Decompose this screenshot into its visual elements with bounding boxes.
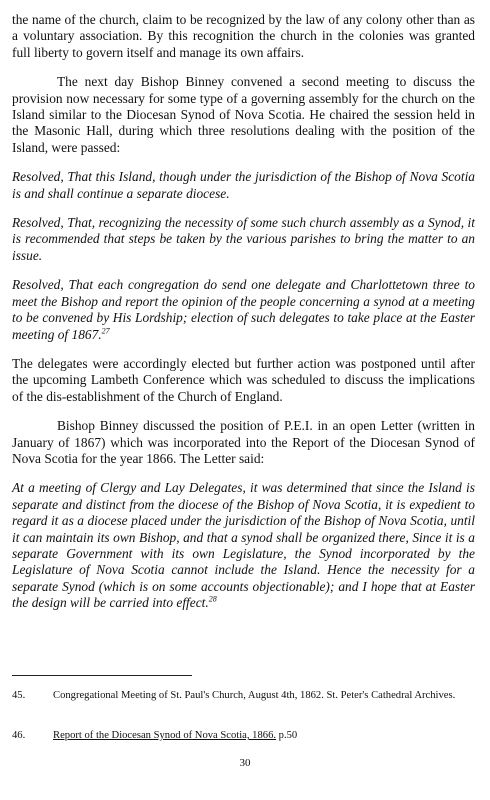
footnote-text-wrapper (53, 729, 472, 742)
resolution-delegates (12, 277, 475, 343)
resolution-delegates-text: Resolved, That each congregation do send one delegate and Charlottetown three to meet the Bishop and report the opinion of the people concerning a synod at a meeting to be convened by His Lordship; election of such delegates to take place at the Easter meeting of 1867. (12, 277, 475, 342)
footnote-number: 45. (12, 690, 26, 701)
paragraph-church-recognition: the name of the church, claim to be recognized by the law of any colony other than as a voluntary association. By this recognition the church in the colonies was granted full liberty to govern itself and manage its own affairs. (12, 12, 475, 60)
footnote-text: Congregational Meeting of St. Paul's Church, August 4th, 1862. St. Peter's Cathedral Archives. (53, 690, 456, 701)
paragraph-second-meeting: The next day Bishop Binney convened a second meeting to discuss the provision now necessary for some type of a governing assembly for the church on the Island similar to the Diocesan Synod of Nova Scotia. He chaired the session held in the Masonic Hall, during which three resolutions dealing with the position of the Island, were passed: (12, 74, 475, 155)
letter-quotation (12, 480, 475, 611)
footnote-page-ref: p.50 (276, 730, 298, 741)
footnote-ref-27[interactable]: 27 (101, 326, 110, 336)
page-number: 30 (239, 757, 251, 769)
letter-quotation-text: At a meeting of Clergy and Lay Delegates, it was determined that since the Island is separate and distinct from the diocese of the Bishop of Nova Scotia, it is expedient to regard it as a diocese placed under the jurisdiction of the Bishop of Nova Scotia, until it can maintain its own Bishop, and that a synod shall be organized there, Since it is a separate Government with its own Legislature, the Synod incorporated by the Legislature of Nova Scotia cannot include the Island. Hence the necessity for a separate Synod (which is on some accounts objectionable); and I hope that at Easter the design will be carried into effect. (12, 480, 475, 611)
footnote-45 (12, 689, 472, 702)
paragraph-open-letter: Bishop Binney discussed the position of P.E.I. in an open Letter (written in January of 1867) which was incorporated into the Report of the Diocesan Synod of Nova Scotia for the year 1866. The Letter said: (12, 418, 475, 466)
paragraph-delegates-elected: The delegates were accordingly elected but further action was postponed until after the upcoming Lambeth Conference which was scheduled to discuss the implications of the dis-establishment of the Church of England. (12, 355, 475, 404)
footnote-title-underlined: Report of the Diocesan Synod of Nova Scotia, 1866. (53, 730, 277, 741)
footnote-46 (12, 729, 472, 742)
footnote-number: 46. (12, 730, 26, 741)
resolution-separate-diocese: Resolved, That this Island, though under the jurisdiction of the Bishop of Nova Scotia is and shall continue a separate diocese. (12, 169, 475, 201)
footnote-divider (12, 675, 192, 676)
resolution-synod-assembly: Resolved, That, recognizing the necessity of some such church assembly as a Synod, it is recommended that steps be taken by the various parishes to bring the matter to an issue. (12, 215, 475, 263)
footnote-ref-28[interactable]: 28 (208, 594, 217, 604)
